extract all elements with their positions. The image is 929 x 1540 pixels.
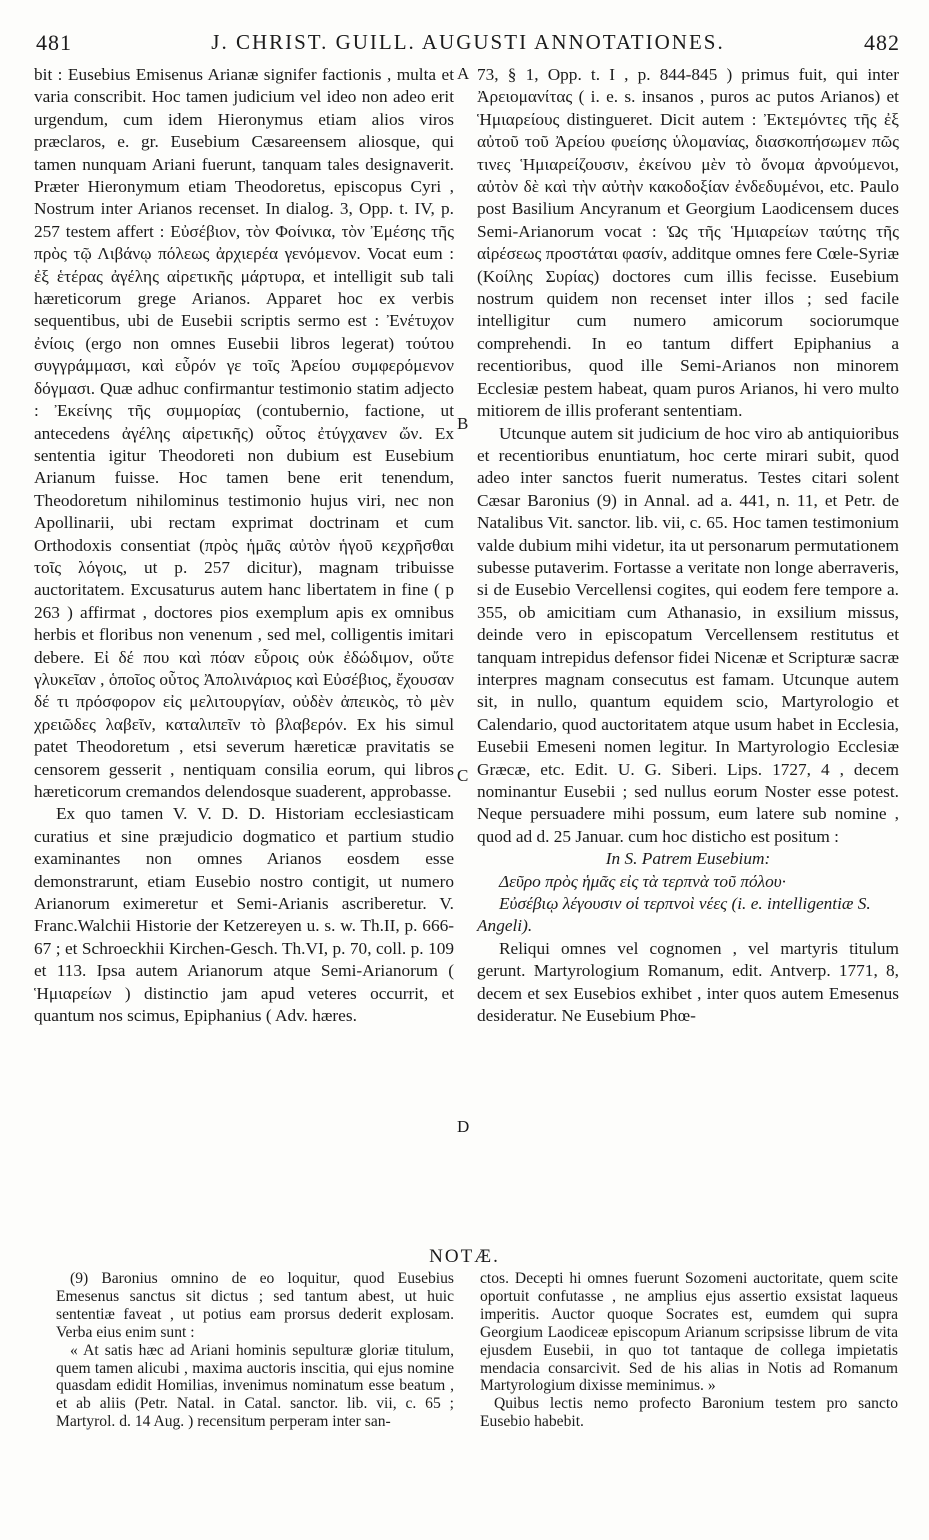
page-number-left: 481 <box>36 30 72 55</box>
margin-marker-d: D <box>457 1117 470 1136</box>
notes-right-column <box>480 1270 898 1431</box>
note-paragraph: ctos. Decepti hi omnes fuerunt Sozomeni auctoritate, quem scite oportuit confutasse , ne amplius ejus assertio exsistat laqueus imperitis. Auctor quoque Socrates est, eumdem qui supra Georgium Laodiceæ episcopum Arianum scripsisse librum de vita ejusdem Eusebii, in quo tot tantaque de collega impietatis mendacia consarcivit. Sed de his alias in Notis ad Romanum Martyrologium dixisse meminimus. » <box>480 1270 898 1395</box>
notes-title: NOTÆ. <box>429 1246 500 1267</box>
paragraph: Ex quo tamen V. V. D. D. Historiam ecclesiasticam curatius et sine præjudicio dogmatico et partium studio examinantes non omnes Arianos eosdem esse demonstrarunt, etiam Eusebio nostro contigit, ut numero Arianorum eximeretur et Semi-Arianis ascriberetur. V. Franc.Walchii Historie der Ketzereyen u. s. w. Th.II, p. 666-67 ; et Schroeckhii Kirchen-Gesch. Th.VI, p. 70, coll. p. 109 et 113. Ipsa autem Arianorum atque Semi-Arianorum ( Ἡμιαρείων ) distinctio jam apud veteres occurrit, et quantum nos scimus, Epiphanius ( Adv. hæres. <box>34 804 454 1026</box>
margin-marker-a: A <box>457 64 470 83</box>
paragraph: bit : Eusebius Emisenus Arianæ signifer factionis , multa et varia conscribit. Hoc tamen judicium vel ideo non adeo erit urgendum, cum idem Hieronymus etiam alios viros præclaros, e. gr. Eusebium Cæsareensem aliosque, qui tamen nunquam Ariani fuerunt, tanquam tales designaverit. Præter Hieronymum etiam Theodoretus, episcopus Cyri , Nostrum inter Arianos recenset. In dialog. 3, Opp. t. IV, p. 257 testem affert : Εὐσέβιον, τὸν Φοίνικα, τὸν Ἐμέσης τῆς πρὸς τῷ Λιβάνῳ πόλεως ἀρχιερέα γενόμενον. Vocat eum : ἐξ ἑτέρας ἀγέλης αἱρετικῆς μάρτυρα, et intelligit sub tali hæreticorum grege Arianos. Apparet hoc ex verbis sequentibus, ubi de Eusebii scriptis sermo est : Ἐνέτυχον ἐνίοις (ergo non omnes Eusebii libros legerat) τούτου συγγράμμασι, καὶ εὗρόν γε τοῖς Ἀρείου συμφερόμενον δόγμασι. Quæ adhuc confirmantur testimonio statim adjecto : Ἐκείνης τῆς συμμορίας (contubernio, factione, ut antecedens ἀγέλης αἱρετικῆς) οὗτος ἐτύγχανεν ὤν. Ex sententia igitur Theodoreti non dubium est Eusebium Arianum fuisse. Hoc tamen bene erit tenendum, Theodoretum nihilominus testimonio hujus viri, nec non Apollinarii, ubi rectam exprimat doctrinam et cum Orthodoxis consentiat (πρὸς ἡμᾶς αὐτὸν ἡγοῦ κεχρῆσθαι τοῖς λόγοις, ut p. 257 dicitur), magnam tribuisse auctoritatem. Excusaturus autem hanc libertatem in fine ( p 263 ) affirmat , doctores pios exemplum apis ex omnibus herbis et floribus non venenum , sed mel, colligentis imitari debere. Εἰ δέ που καὶ πόαν εὗροις οὐκ ἐδώδιμον, οὔτε γλυκεῖαν , ὁποῖος οὗτος Ἀπολινάριος καὶ Εὐσέβιος, ἔχουσαν δέ τι πρόσφορον εἰς μελιτουργίαν, οὐδὲν ἀπεικὸς, τὸ μὲν χρειῶδες λαβεῖν, καταλιπεῖν τὸ βλαβερόν. Ex his simul patet Theodoretum , etsi severum hæreticæ pravitatis se censorem gesserit , nentiquam consilia eorum, qui libros hæreticorum cremandos delendosque suaderent, approbasse. <box>34 65 454 801</box>
paragraph: Utcunque autem sit judicium de hoc viro ab antiquioribus et recentioribus enuntiatum, hoc certe mirari subit, quod adeo inter sanctos fuerit numeratus. Testes citari solent Cæsar Baronius (9) in Annal. ad a. 441, n. 11, et Petr. de Natalibus Vit. sanctor. lib. vii, c. 65. Hoc tamen testimonium valde dubium mihi videtur, ita ut personarum permutationem subesse putaverim. Fortasse a veritate non longe aberraveris, si de Eusebio Vercellensi cogites, qui eodem fere tempore a. 355, ob amicitiam cum Athanasio, in exsilium missus, deinde vero in episcopatum Vercellensem restitutus et tanquam intrepidus defensor fidei Nicenæ et Scripturæ sacræ interpres magnam consecutus est famam. Utcunque autem sit, in nullo, quantum equidem scio, Martyrologio et Calendario, quod auctoritatem atque usum habet in Ecclesia, Eusebii Emeseni nomen legitur. In Martyrologio Ecclesiæ Græcæ, etc. Edit. U. G. Siberi. Lips. 1727, 4 , decem nominantur Eusebii ; sed nullus eorum Noster esse potest. Neque persuadere mihi possum, eum latere sub nomine , quod ad d. 25 Januar. cum hoc disticho est positum : <box>477 423 899 846</box>
notes-left-column <box>56 1270 454 1431</box>
verse-line: Δεῦρο πρὸς ἡμᾶς εἰς τὰ τερπνὰ τοῦ πόλου· <box>499 871 786 891</box>
running-title: J. CHRIST. GUILL. AUGUSTI ANNOTATIONES. <box>211 30 725 54</box>
paragraph: 73, § 1, Opp. t. I , p. 844-845 ) primus fuit, qui inter Ἀρειομανίτας ( i. e. s. insanos , puros ac putos Arianos) et Ἡμιαρείους distingueret. Dicit autem : Ἐκτεμόντες τῆς ἐξ αὐτοῦ τοῦ Ἀρείου φυείσης ὑλομανίας, διασκοπήσωμεν πῶς τινες Ἡμιαρείζουσιν, ἐκείνου μὲν τὸ ὄνομα ἀρνούμενοι, αὐτὸν δὲ καὶ τὴν αὐτὴν κακοδοξίαν ἐνδεδυμένοι, etc. Paulo post Basilium Ancyranum et Georgium Laodicensem duces Semi-Arianorum vocat : Ὡς τῆς Ἡμιαρείων ταύτης τῆς αἱρέσεως προστάται φασίν, additque omnes fere Cœle-Syriæ (Κοίλης Συρίας) doctores cum illis fecisse. Eusebium nostrum quidem non recenset inter illos ; sed facile intelligitur cum numero amicorum sociorumque comprehendi. In eo tantum differt Epiphanius a recentioribus, quod ille Semi-Arianos non minorem Ecclesiæ pestem habeat, quam puros Arianos, hi vero multo mitiorem de illis proferant sententiam. <box>477 65 899 421</box>
note-paragraph: (9) Baronius omnino de eo loquitur, quod Eusebius Emesenus sanctus sit dictus ; sed tantum abest, ut huic sententiæ faveat , ut potius eam prorsus dederit explosam. Verba eius enim sunt : <box>56 1270 454 1341</box>
verse-line: Εὐσέβιῳ λέγουσιν οἱ τερπνοὶ νέες (i. e. intelligentiæ S. Angeli). <box>477 894 871 936</box>
note-paragraph: « At satis hæc ad Ariani hominis sepulturæ gloriæ titulum, quem tamen alicubi , maxima auctoris inscitia, qui ejus nomine quasdam edidit Homilias, invenimus nominatum esse beatum , et ab aliis (Petr. Natal. in Catal. sanctor. lib. vii, c. 65 ; Martyrol. d. 14 Aug. ) recensitum perperam inter san- <box>56 1341 454 1431</box>
left-column <box>34 64 454 1027</box>
verse-heading: In S. Patrem Eusebium: <box>605 849 771 869</box>
page-number-right: 482 <box>864 30 900 55</box>
running-header <box>36 30 900 66</box>
right-column <box>477 64 899 1027</box>
paragraph: Reliqui omnes vel cognomen , vel martyris titulum gerunt. Martyrologium Romanum, edit. Antverp. 1771, 8, decem et sex Eusebios exhibet , inter quos autem Emesenus desideratur. Ne Eusebium Phœ- <box>477 938 899 1026</box>
margin-marker-b: B <box>457 414 469 433</box>
note-paragraph: Quibus lectis nemo profecto Baronium testem pro sancto Eusebio habebit. <box>480 1395 898 1431</box>
margin-marker-c: C <box>457 766 469 785</box>
